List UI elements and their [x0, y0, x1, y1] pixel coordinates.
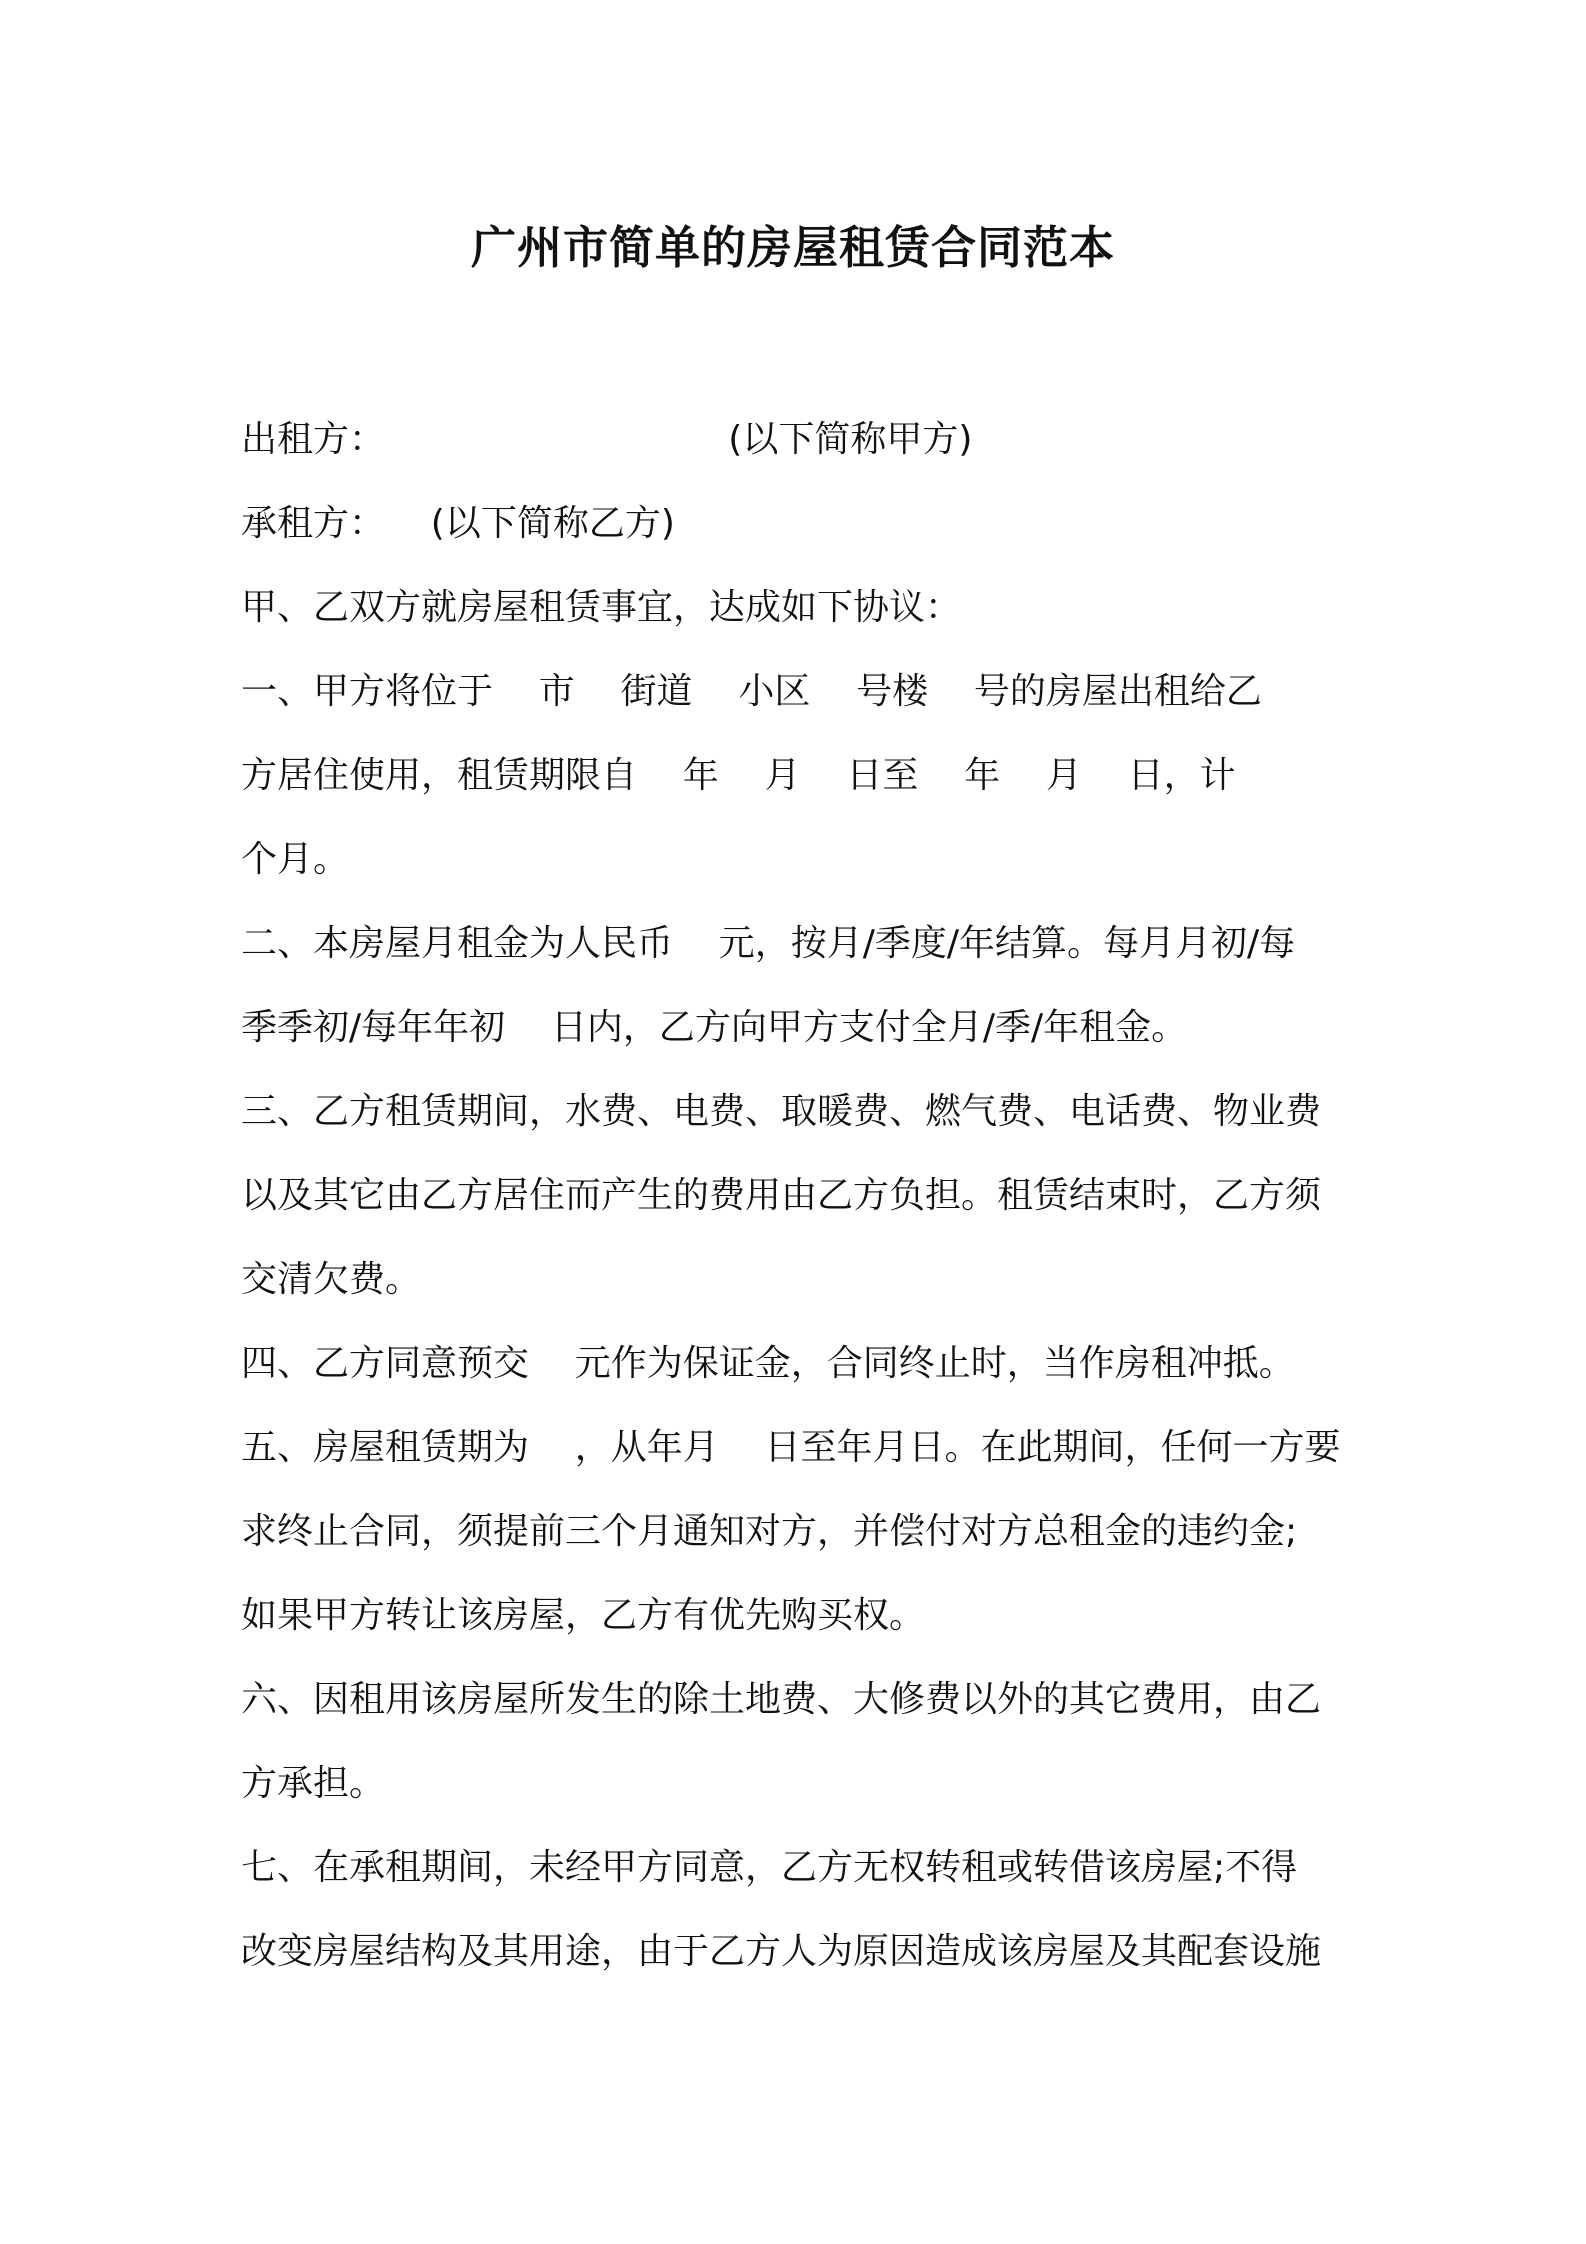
lessor-line: 出租方： (以下简称甲方): [241, 419, 973, 460]
clause-4-line-1: 四、乙方同意预交 元作为保证金，合同终止时，当作房租冲抵。: [241, 1343, 1295, 1384]
clause-3-line-2: 以及其它由乙方居住而产生的费用由乙方负担。租赁结束时，乙方须: [241, 1175, 1322, 1216]
clause-5-line-3: 如果甲方转让该房屋，乙方有优先购买权。: [241, 1595, 926, 1636]
clause-6-line-1: 六、因租用该房屋所发生的除土地费、大修费以外的其它费用，由乙: [241, 1679, 1322, 1720]
clause-2-line-2: 季季初/每年年初 日内，乙方向甲方支付全月/季/年租金。: [241, 1007, 1188, 1048]
clause-3-line-3: 交清欠费。: [241, 1259, 422, 1300]
clause-7-line-1: 七、在承租期间，未经甲方同意，乙方无权转租或转借该房屋;不得: [241, 1847, 1298, 1888]
clause-6-line-2: 方承担。: [241, 1763, 386, 1804]
document-title: 广州市简单的房屋租赁合同范本: [470, 221, 1115, 274]
lessee-line: 承租方： (以下简称乙方): [241, 503, 675, 544]
clause-1-line-1: 一、甲方将位于 市 街道 小区 号楼 号的房屋出租给乙: [241, 671, 1262, 712]
clause-7-line-2: 改变房屋结构及其用途，由于乙方人为原因造成该房屋及其配套设施: [241, 1931, 1322, 1972]
clause-1-line-2: 方居住使用，租赁期限自 年 月 日至 年 月 日，计: [241, 755, 1236, 796]
clause-5-line-2: 求终止合同，须提前三个月通知对方，并偿付对方总租金的违约金;: [241, 1511, 1298, 1552]
clause-1-line-3: 个月。: [241, 839, 350, 880]
agreement-intro: 甲、乙双方就房屋租赁事宜，达成如下协议：: [241, 587, 962, 628]
clause-5-line-1: 五、房屋租赁期为 ，从年月 日至年月日。在此期间，任何一方要: [241, 1427, 1341, 1468]
clause-2-line-1: 二、本房屋月租金为人民币 元，按月/季度/年结算。每月月初/每: [241, 923, 1296, 964]
clause-3-line-1: 三、乙方租赁期间，水费、电费、取暖费、燃气费、电话费、物业费: [241, 1091, 1322, 1132]
